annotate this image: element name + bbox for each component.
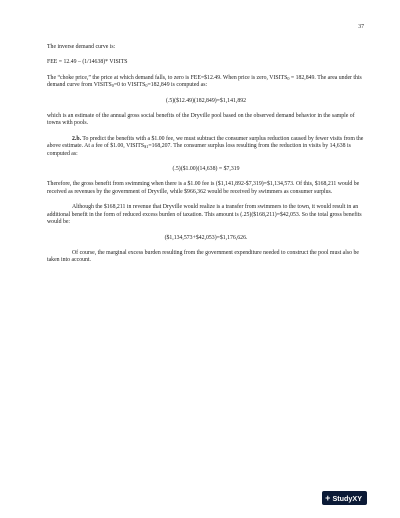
text-segment: =182,849 is computed as: [147, 82, 208, 89]
subscript: 0 [287, 75, 290, 81]
subscript: 0 [111, 83, 114, 89]
logo-text: StudyXY [332, 493, 362, 503]
paragraph-excess-burden: Of course, the marginal excess burden resulting from the government expenditure needed to construct the pool must also be taken into account. [47, 249, 359, 264]
text-segment: =168,207. The consumer surplus loss resulting from the reduction in visits by 14,638 is computed as: [47, 143, 351, 157]
paragraph-gross-benefit-fee: Therefore, the gross benefit from swimming when there is a $1.00 fee is ($1,141,892-$7,319)=$1,134,573. Of this, $168,211 would be received as revenues by the government of Dryville, while $966,362 would be received by swimmers as consumer surplus. [47, 181, 360, 195]
paragraph-choke-price [47, 75, 365, 90]
paragraph-estimate: which is an estimate of the annual gross social benefits of the Dryville pool based on the observed demand behavior in the sample of towns with pools. [47, 113, 355, 127]
plus-icon: + [325, 492, 331, 503]
demand-equation: FEE = 12.49 – (1/14638)* VISITS [47, 59, 128, 66]
paragraph-intro: The inverse demand curve is: [47, 44, 116, 50]
paragraph-revenue-transfer: Although the $168,211 in revenue that Dryville would realize is a transfer from swimmers to the town, it would result in an additional benefit in the form of reduced excess burden of taxation. This amount is (.25)($168,211)=$42,053. So the total gross benefits would be: [47, 204, 362, 226]
studyxy-logo[interactable] [322, 491, 367, 505]
section-label: 2.b. [72, 135, 82, 142]
subscript: 0 [145, 83, 148, 89]
text-segment: To predict the benefits with a $1.00 fee, we must subtract the consumer surplus reduction caused by fewer visits from the above estimate. At a fee of $1.00, VISITS [47, 135, 364, 150]
equation-surplus-loss: (.5)($1.00)(14,638) = $7,319 [172, 166, 240, 173]
page-number: 37 [358, 24, 364, 30]
paragraph-2b [47, 136, 365, 158]
subscript: $1 [144, 144, 149, 150]
text-segment: =0 to VISITS [113, 82, 146, 89]
equation-gross-benefit: (.5)($12.49)(182,849)=$1,141,892 [165, 97, 247, 104]
text-segment: The “choke price,” the price at which demand falls, to zero is FEE=$12.49. When price is zero, VISITS [47, 74, 288, 81]
text-segment: = 182,849. The area under this demand curve from VISITS [47, 74, 362, 89]
equation-total-benefit: ($1,134,573+$42,053)=$1,176,626. [164, 234, 248, 241]
document-body [47, 44, 365, 273]
